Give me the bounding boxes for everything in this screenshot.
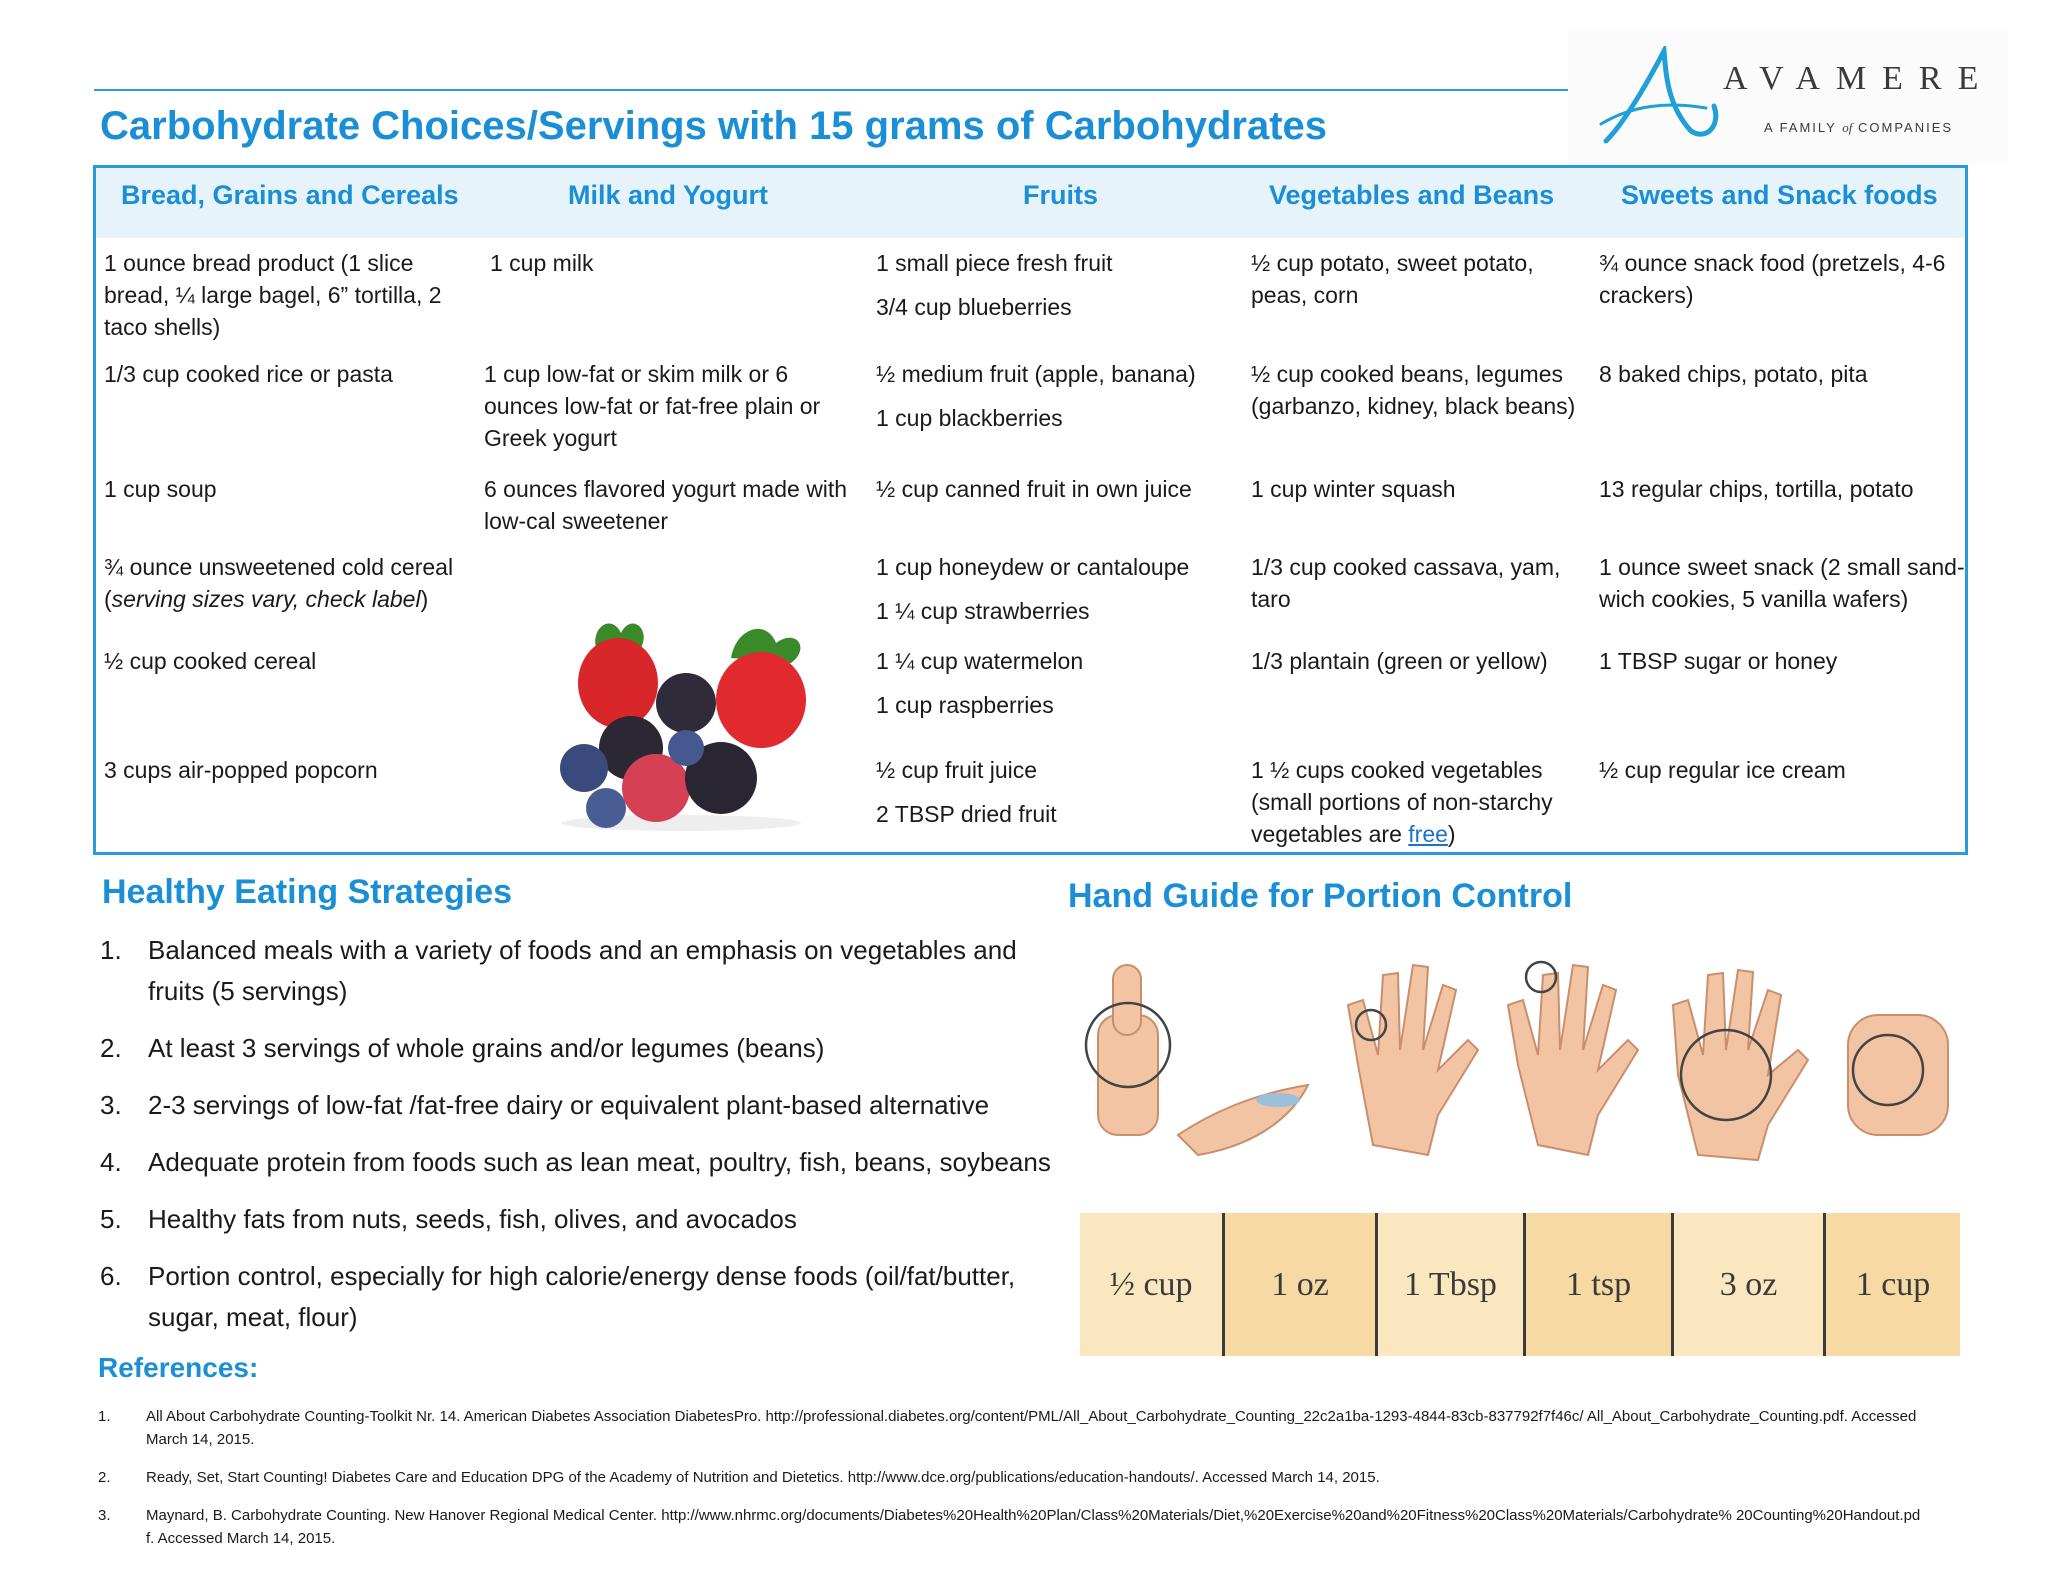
bread-cell: 1 cup soup [104,476,217,502]
fruits-cell: ½ medium fruit (apple, banana) 1 cup blackberries [876,361,1196,431]
fruits-cell: 1 small piece fresh fruit 3/4 cup blueberries [876,250,1113,320]
list-item: 4. Adequate protein from foods such as lean meat, poultry, fish, beans, soybeans [100,1147,1051,1177]
header-vegetables: Vegetables and Beans [1269,180,1555,210]
bread-cell: 1 ounce bread product (1 slice bread, ¼ large bagel, 6” tortilla, 2 taco shells) [104,250,442,340]
references-list [98,1405,1928,1565]
list-item: 3. 2-3 servings of low-fat /fat-free dairy or equivalent plant-based alternative [100,1090,990,1120]
berries-image [536,608,826,833]
sweets-cell: 1 ounce sweet snack (2 small sand-wich cookies, 5 vanilla wafers) [1599,554,1965,612]
logo-wordmark: AVAMERE [1723,60,1995,97]
reference-item: 1. All About Carbohydrate Counting-Toolkit Nr. 14. American Diabetes Association DiabetesPro. http://professional.diabetes.org/content/PML/All_About_Carbohydrate_Counting_22c2a1ba-1293-4844-83cb-837792f7f46c/ All_About_Carbohydrate_Counting.pdf. Accessed March 14, 2015. [98,1408,1917,1448]
reference-item: 3. Maynard, B. Carbohydrate Counting. New Hanover Regional Medical Center. http://www.nhrmc.org/documents/Diabetes%20Health%20Plan/Class%20Materials/Diet,%20Exercise%20and%20Fitness%20Class%20Materials/Carbohydrate% 20Counting%20Handout.pdf. Accessed March 14, 2015. [98,1507,1921,1547]
fruits-cell: 1 ¼ cup watermelon 1 cup raspberries [876,648,1084,718]
carb-choices-table [93,165,1968,855]
list-item: 2. At least 3 servings of whole grains and/or legumes (beans) [100,1033,825,1063]
veg-cell-cooked: 1 ½ cups cooked vegetables (small portions of non-starchy vegetables are free) [1251,757,1553,847]
sweets-cell: 8 baked chips, potato, pita [1599,361,1868,387]
bread-cell-cereal: ¾ ounce unsweetened cold cereal (serving sizes vary, check label) [104,554,454,612]
portion-labels-bar [1080,1213,1960,1356]
portion-label: 1 cup [1823,1213,1960,1356]
portion-label: 1 tsp [1523,1213,1671,1356]
page-title: Carbohydrate Choices/Servings with 15 grams of Carbohydrates [100,104,1328,148]
fruits-cell: 1 cup honeydew or cantaloupe 1 ¼ cup strawberries [876,554,1190,624]
list-item: 6. Portion control, especially for high calorie/energy dense foods (oil/fat/butter, sugar, meat, flour) [100,1261,1016,1332]
sweets-cell: 1 TBSP sugar or honey [1599,648,1838,674]
sweets-cell: ¾ ounce snack food (pretzels, 4-6 crackers) [1599,250,1946,308]
portion-label: 1 oz [1222,1213,1375,1356]
strategies-list [100,930,1060,1354]
fruits-cell: ½ cup canned fruit in own juice [876,476,1192,502]
hand-guide-heading: Hand Guide for Portion Control [1068,877,1573,915]
veg-cell: 1 cup winter squash [1251,476,1456,502]
hand-portion-illustration [1078,945,1968,1195]
avamere-a-mark-icon [1596,46,1726,146]
references-heading: References: [98,1352,259,1383]
milk-cell: 1 cup low-fat or skim milk or 6 ounces low-fat or fat-free plain or Greek yogurt [484,361,821,451]
veg-cell: ½ cup potato, sweet potato, peas, corn [1251,250,1534,308]
avamere-logo [1568,28,2008,164]
list-item: 1. Balanced meals with a variety of foods and an emphasis on vegetables and fruits (5 servings) [100,935,1017,1006]
header-rule [94,89,1600,91]
bread-cell: 3 cups air-popped popcorn [104,757,378,783]
header-sweets: Sweets and Snack foods [1621,180,1938,210]
veg-cell: ½ cup cooked beans, legumes (garbanzo, kidney, black beans) [1251,361,1576,419]
veg-cell: 1/3 plantain (green or yellow) [1251,648,1548,674]
strategies-heading: Healthy Eating Strategies [102,873,513,911]
portion-label: 1 Tbsp [1375,1213,1523,1356]
veg-cell: 1/3 cup cooked cassava, yam, taro [1251,554,1561,612]
sweets-cell: 13 regular chips, tortilla, potato [1599,476,1914,502]
portion-label: 3 oz [1671,1213,1823,1356]
free-link[interactable]: free [1408,821,1448,847]
fruits-cell: ½ cup fruit juice 2 TBSP dried fruit [876,757,1057,827]
header-fruits: Fruits [1023,180,1099,210]
logo-tagline: A FAMILY of COMPANIES [1764,120,1954,135]
reference-item: 2. Ready, Set, Start Counting! Diabetes Care and Education DPG of the Academy of Nutrition and Dietetics. http://www.dce.org/publications/education-handouts/. Accessed March 14, 2015. [98,1469,1380,1486]
sweets-cell: ½ cup regular ice cream [1599,757,1846,783]
header-bread: Bread, Grains and Cereals [121,180,459,210]
milk-cell: 1 cup milk [490,250,594,276]
bread-cell: 1/3 cup cooked rice or pasta [104,361,393,387]
portion-label: ½ cup [1080,1213,1222,1356]
bread-cell: ½ cup cooked cereal [104,648,317,674]
header-milk: Milk and Yogurt [568,180,769,210]
milk-cell: 6 ounces flavored yogurt made with low-cal sweetener [484,476,848,534]
table-header-row [96,168,1965,238]
list-item: 5. Healthy fats from nuts, seeds, fish, olives, and avocados [100,1204,797,1234]
